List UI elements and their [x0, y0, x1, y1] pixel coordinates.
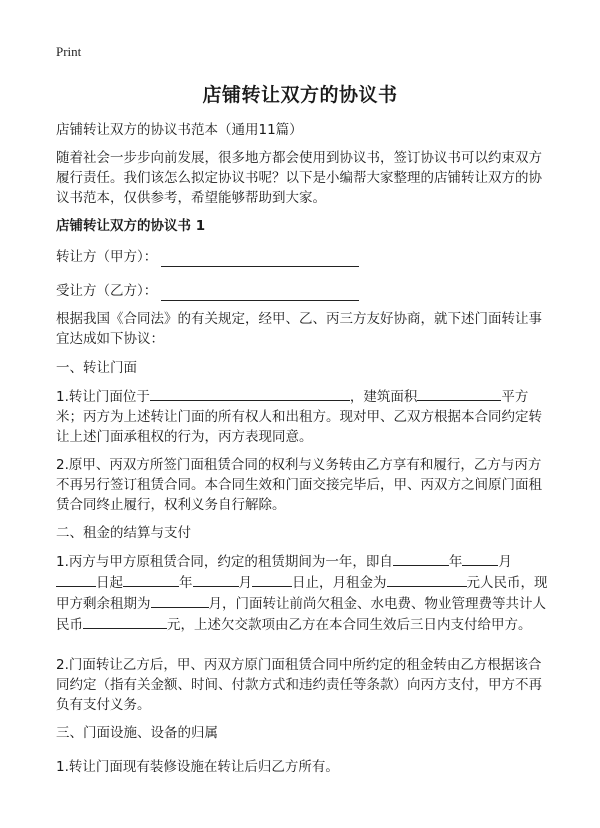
clause-1-part1: 1.转让门面位于	[56, 389, 150, 405]
clause-3-month: 月	[498, 554, 512, 570]
party-a-blank	[161, 252, 359, 267]
end-day-blank	[252, 572, 292, 587]
clause-3-day-to: 日止，月租金为	[292, 575, 387, 591]
start-year-blank	[393, 551, 449, 566]
remaining-term-blank	[151, 593, 209, 608]
party-a-label: 转让方（甲方）：	[56, 249, 158, 265]
clause-1	[56, 386, 548, 447]
clause-3-year2: 年	[179, 575, 193, 591]
clause-3-currency: 元人民币，现甲方剩余租期为	[56, 575, 548, 612]
agreement-heading: 店铺转让双方的协议书 1	[56, 218, 206, 234]
section3-heading: 三、门面设施、设备的归属	[56, 725, 218, 741]
basis-paragraph: 根据我国《合同法》的有关规定，经甲、乙、丙三方友好协商，就下述门面转让事宜达成如下协议：	[56, 311, 542, 347]
clause-3-month2: 月	[238, 575, 252, 591]
area-blank	[417, 386, 501, 401]
intro-paragraph: 随着社会一步步向前发展，很多地方都会使用到协议书，签订协议书可以约束双方履行责任。我们该怎么拟定协议书呢？以下是小编帮大家整理的店铺转让双方的协议书范本，仅供参考，希望能够帮助到大家。	[56, 150, 542, 206]
party-b-blank	[161, 286, 359, 301]
clause-3-c: 元，上述欠交款项由乙方在本合同生效后三日内支付给甲方。	[167, 617, 532, 633]
end-year-blank	[123, 572, 179, 587]
section2-heading: 二、租金的结算与支付	[56, 525, 191, 541]
party-b-label: 受让方（乙方）：	[56, 283, 158, 299]
print-link[interactable]: Print	[56, 44, 82, 59]
clause-3-year: 年	[448, 554, 463, 570]
document-title: 店铺转让双方的协议书	[202, 84, 398, 106]
start-month-blank	[462, 551, 498, 566]
clause-1-part3: 平方米；丙方为上述转让门面的所有权人和出租方。现对甲、乙双方根据本合同约定转让上述门面承租权的行为，丙方表现同意。	[56, 389, 542, 445]
party-b-field	[56, 281, 359, 301]
start-day-blank	[56, 572, 96, 587]
location-blank	[150, 386, 350, 401]
clause-3-a: 1.丙方与甲方原租赁合同，约定的租赁期间为一年，即自	[56, 554, 393, 570]
clause-3-day-from: 日起	[96, 575, 123, 591]
party-a-field	[56, 247, 359, 267]
clause-1-part2: ，建筑面积	[349, 389, 418, 405]
rent-blank	[387, 572, 467, 587]
clause-3	[56, 551, 548, 635]
document-subtitle: 店铺转让双方的协议书范本（通用11篇）	[56, 122, 303, 138]
clause-4: 2.门面转让乙方后，甲、丙双方原门面租赁合同中所约定的租金转由乙方根据该合同约定（指有关金额、时间、付款方式和违约责任等条款）向丙方支付，甲方不再负有支付义务。	[56, 657, 542, 713]
arrears-blank	[83, 614, 167, 629]
clause-2: 2.原甲、丙双方所签门面租赁合同的权利与义务转由乙方享有和履行，乙方与丙方不再另行签订租赁合同。本合同生效和门面交接完毕后，甲、丙双方之间原门面租赁合同终止履行，权利义务自行解除。	[56, 457, 542, 513]
section1-heading: 一、转让门面	[56, 360, 137, 376]
clause-5: 1.转让门面现有装修设施在转让后归乙方所有。	[56, 759, 339, 775]
clause-3-b: 月，门面转让前尚欠租金、水电费、物业管理费等共计人民币	[56, 596, 546, 633]
end-month-blank	[193, 572, 239, 587]
